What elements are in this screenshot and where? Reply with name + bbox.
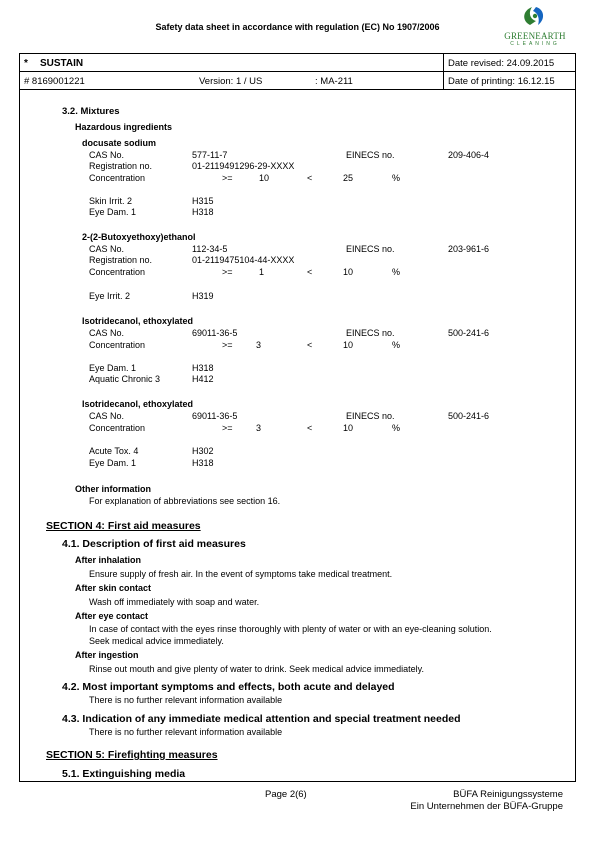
- ge-symbol: >=: [222, 340, 233, 350]
- subsection-4-2: 4.2. Most important symptoms and effects, both acute and delayed: [62, 681, 395, 693]
- hazard-class: Acute Tox. 4: [89, 446, 139, 456]
- concentration-label: Concentration: [89, 267, 146, 277]
- percent-symbol: %: [392, 173, 401, 183]
- registration-label: Registration no.: [89, 255, 153, 265]
- hazard-code: H318: [192, 458, 214, 468]
- inhalation-heading: After inhalation: [75, 555, 142, 565]
- cas-value: 577-11-7: [192, 150, 228, 160]
- subsection-4-1: 4.1. Description of first aid measures: [62, 538, 246, 550]
- date-printing: Date of printing: 16.12.15: [448, 76, 555, 87]
- subsection-5-1: 5.1. Extinguishing media: [62, 768, 186, 780]
- hazard-code: H318: [192, 207, 214, 217]
- cas-label: CAS No.: [89, 411, 125, 421]
- hazard-class: Eye Dam. 1: [89, 458, 137, 468]
- product-marker: *: [24, 58, 28, 69]
- percent-symbol: %: [392, 267, 401, 277]
- ingredient-name: docusate sodium: [82, 138, 157, 148]
- hazardous-ingredients-heading: Hazardous ingredients: [75, 122, 173, 132]
- skin-contact-text: Wash off immediately with soap and water.: [89, 597, 260, 607]
- ge-symbol: >=: [222, 173, 233, 183]
- logo-subtitle: CLEANING: [510, 41, 560, 47]
- section-5-title: SECTION 5: Firefighting measures: [46, 749, 218, 761]
- einecs-value: 500-241-6: [448, 411, 490, 421]
- document-title: Safety data sheet in accordance with regulation (EC) No 1907/2006: [155, 22, 440, 32]
- page-number: Page 2(6): [265, 789, 307, 800]
- einecs-label: EINECS no.: [346, 411, 395, 421]
- product-code: : MA-211: [315, 76, 353, 87]
- conc-min: 3: [256, 423, 262, 433]
- version: Version: 1 / US: [199, 76, 263, 87]
- percent-symbol: %: [392, 340, 401, 350]
- hazard-class: Eye Dam. 1: [89, 207, 137, 217]
- ge-symbol: >=: [222, 267, 233, 277]
- cas-value: 69011-36-5: [192, 411, 238, 421]
- einecs-value: 500-241-6: [448, 328, 490, 338]
- concentration-label: Concentration: [89, 340, 146, 350]
- greenearth-logo: [500, 3, 570, 47]
- conc-min: 3: [256, 340, 262, 350]
- logo-wordmark: GREENEARTH: [504, 31, 566, 41]
- leaf-icon: [500, 3, 570, 31]
- conc-min: 1: [259, 267, 265, 277]
- cas-value: 69011-36-5: [192, 328, 238, 338]
- header-bottom-rule: [19, 89, 576, 90]
- cas-label: CAS No.: [89, 150, 125, 160]
- registration-label: Registration no.: [89, 161, 153, 171]
- hazard-code: H412: [192, 374, 214, 384]
- other-info-heading: Other information: [75, 484, 151, 494]
- ingredient-name: Isotridecanol, ethoxylated: [82, 399, 194, 409]
- hazard-code: H318: [192, 363, 214, 373]
- eye-contact-heading: After eye contact: [75, 611, 149, 621]
- lt-symbol: <: [307, 173, 313, 183]
- date-revised: Date revised: 24.09.2015: [448, 58, 555, 69]
- einecs-value: 209-406-4: [448, 150, 490, 160]
- concentration-label: Concentration: [89, 423, 146, 433]
- lt-symbol: <: [307, 423, 313, 433]
- hazard-class: Eye Irrit. 2: [89, 291, 131, 301]
- conc-max: 10: [343, 267, 354, 277]
- ingestion-heading: After ingestion: [75, 650, 139, 660]
- eye-contact-text: In case of contact with the eyes rinse thoroughly with plenty of water or with an eye-cleaning solution.: [89, 624, 492, 634]
- einecs-value: 203-961-6: [448, 244, 490, 254]
- subsection-4-3: 4.3. Indication of any immediate medical attention and special treatment needed: [62, 713, 461, 725]
- cas-label: CAS No.: [89, 244, 125, 254]
- conc-max: 10: [343, 423, 354, 433]
- lt-symbol: <: [307, 340, 313, 350]
- einecs-label: EINECS no.: [346, 244, 395, 254]
- conc-max: 25: [343, 173, 354, 183]
- hazard-code: H302: [192, 446, 214, 456]
- company-subtitle: Ein Unternehmen der BÜFA-Gruppe: [410, 801, 563, 812]
- eye-contact-text: Seek medical advice immediately.: [89, 636, 224, 646]
- header-row-separator: [19, 71, 576, 72]
- hazard-code: H319: [192, 291, 214, 301]
- product-number: # 8169001221: [24, 76, 85, 87]
- registration-value: 01-2119475104-44-XXXX: [192, 255, 295, 265]
- conc-min: 10: [259, 173, 270, 183]
- hazard-class: Aquatic Chronic 3: [89, 374, 161, 384]
- symptoms-text: There is no further relevant information available: [89, 695, 283, 705]
- registration-value: 01-2119491296-29-XXXX: [192, 161, 295, 171]
- product-name: SUSTAIN: [40, 58, 84, 69]
- cas-value: 112-34-5: [192, 244, 228, 254]
- conc-max: 10: [343, 340, 354, 350]
- inhalation-text: Ensure supply of fresh air. In the event of symptoms take medical treatment.: [89, 569, 393, 579]
- mixtures-heading: 3.2. Mixtures: [62, 106, 120, 117]
- einecs-label: EINECS no.: [346, 328, 395, 338]
- ge-symbol: >=: [222, 423, 233, 433]
- einecs-label: EINECS no.: [346, 150, 395, 160]
- medical-attention-text: There is no further relevant information available: [89, 727, 283, 737]
- hazard-class: Skin Irrit. 2: [89, 196, 133, 206]
- concentration-label: Concentration: [89, 173, 146, 183]
- skin-contact-heading: After skin contact: [75, 583, 152, 593]
- other-info-text: For explanation of abbreviations see section 16.: [89, 496, 281, 506]
- hazard-code: H315: [192, 196, 214, 206]
- ingredient-name: 2-(2-Butoxyethoxy)ethanol: [82, 232, 196, 242]
- cas-label: CAS No.: [89, 328, 125, 338]
- company-name: BÜFA Reinigungssysteme: [453, 789, 563, 800]
- percent-symbol: %: [392, 423, 401, 433]
- section-4-title: SECTION 4: First aid measures: [46, 520, 201, 532]
- ingestion-text: Rinse out mouth and give plenty of water to drink. Seek medical advice immediately.: [89, 664, 424, 674]
- hazard-class: Eye Dam. 1: [89, 363, 137, 373]
- lt-symbol: <: [307, 267, 313, 277]
- ingredient-name: Isotridecanol, ethoxylated: [82, 316, 194, 326]
